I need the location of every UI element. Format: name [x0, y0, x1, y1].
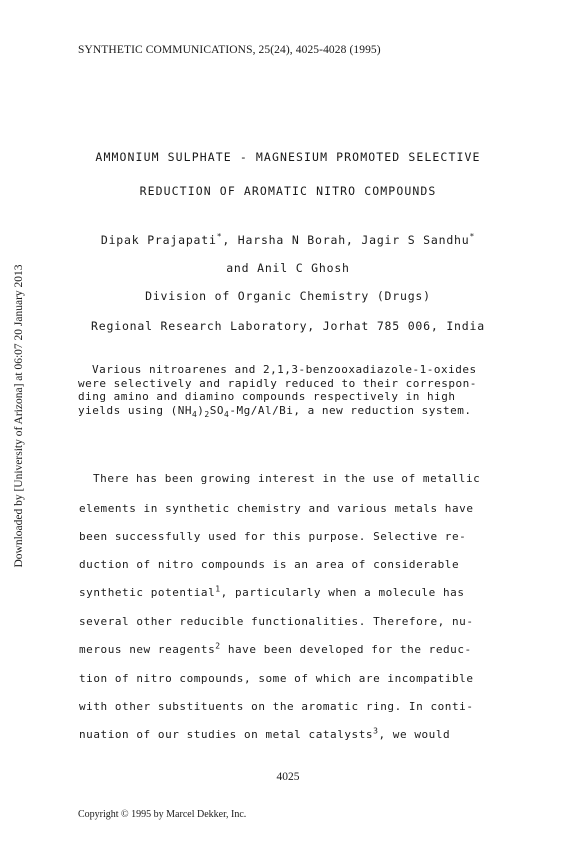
authors-rest: , Harsha N Borah, Jagir S Sandhu — [222, 233, 470, 247]
body-line: several other reducible functionalities. Therefore, nu- — [79, 615, 474, 628]
body-text: have been developed for the reduc- — [220, 643, 472, 656]
body-text: merous new reagents — [79, 643, 216, 656]
page-number: 4025 — [276, 771, 300, 783]
article-title-line-1: AMMONIUM SULPHATE - MAGNESIUM PROMOTED SELECTIVE — [95, 150, 481, 164]
body-line — [79, 586, 465, 599]
body-text: , particularly when a molecule has — [220, 586, 465, 599]
abstract-line: ding amino and diamino compounds respectively in high — [78, 390, 456, 403]
body-line: with other substituents on the aromatic ring. In conti- — [79, 700, 474, 713]
abstract-line: Various nitroarenes and 2,1,3-benzooxadiazole-1-oxides — [92, 363, 477, 376]
subscript: 4 — [224, 409, 230, 419]
copyright-notice: Copyright © 1995 by Marcel Dekker, Inc. — [78, 809, 247, 820]
abstract-line: were selectively and rapidly reduced to their correspon- — [78, 376, 477, 390]
subscript: 4 — [191, 409, 198, 419]
body-line: tion of nitro compounds, some of which are incompatible — [79, 672, 474, 685]
abstract — [78, 363, 518, 417]
abstract-text: yields using (NH — [78, 403, 192, 417]
corresponding-mark: * — [216, 232, 223, 242]
download-note: Downloaded by [University of Arizona] at 06:07 20 January 2013 — [13, 263, 25, 568]
body-text: synthetic potential — [79, 586, 216, 599]
abstract-line — [78, 404, 518, 418]
affiliation-laboratory: Regional Research Laboratory, Jorhat 785 006, India — [91, 319, 485, 333]
body-line: There has been growing interest in the use of metallic — [93, 472, 481, 485]
authors-line-1 — [0, 233, 576, 247]
corresponding-mark: * — [469, 232, 476, 242]
body-text: , we would — [378, 728, 451, 741]
body-line: elements in synthetic chemistry and various metals have — [79, 502, 474, 515]
author-prajapati: Dipak Prajapati — [100, 233, 217, 247]
abstract-text: SO — [209, 403, 224, 417]
reference-mark: 3 — [373, 726, 379, 736]
affiliation-division: Division of Organic Chemistry (Drugs) — [145, 289, 431, 303]
body-line — [79, 728, 450, 741]
article-title-line-2: REDUCTION OF AROMATIC NITRO COMPOUNDS — [139, 184, 437, 198]
body-line: been successfully used for this purpose. Selective re- — [79, 530, 467, 543]
body-line — [79, 643, 472, 656]
body-text: nuation of our studies on metal catalysts — [79, 728, 374, 741]
reference-mark: 1 — [215, 584, 221, 594]
abstract-text: ) — [197, 403, 205, 417]
reference-mark: 2 — [215, 641, 221, 651]
body-line: duction of nitro compounds is an area of considerable — [79, 558, 460, 571]
journal-header: SYNTHETIC COMMUNICATIONS, 25(24), 4025-4028 (1995) — [78, 44, 381, 56]
abstract-text: -Mg/Al/Bi, a new reduction system. — [229, 403, 472, 417]
authors-line-2: and Anil C Ghosh — [226, 261, 350, 275]
subscript: 2 — [204, 409, 210, 419]
